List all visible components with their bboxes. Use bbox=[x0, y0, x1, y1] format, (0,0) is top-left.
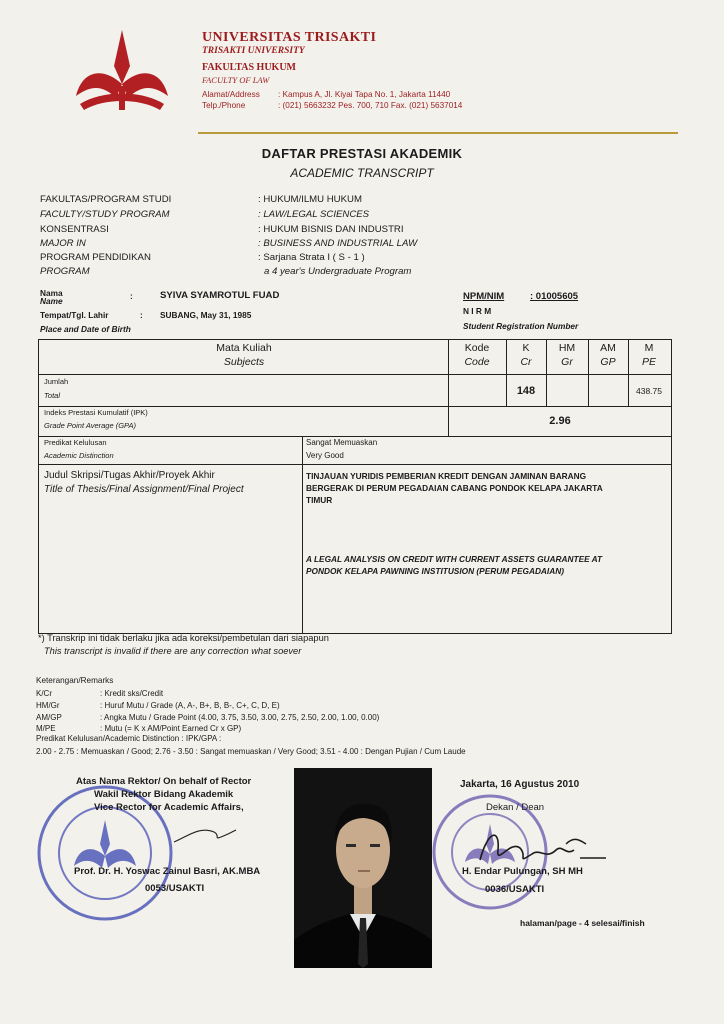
gpa-value: 2.96 bbox=[549, 415, 571, 427]
col-subject-header-en: Subjects bbox=[223, 356, 265, 368]
distinction-label: Predikat Kelulusan bbox=[44, 438, 107, 447]
phone-label: Telp./Phone bbox=[202, 101, 246, 110]
info-label: FACULTY/STUDY PROGRAM bbox=[40, 209, 170, 220]
col-code-header: Kode bbox=[464, 342, 490, 354]
col-k-header: K bbox=[522, 342, 530, 354]
col-hm-header: HM bbox=[558, 342, 576, 354]
page-indicator: halaman/page - 4 selesai/finish bbox=[520, 918, 645, 928]
col-hm-header-en: Gr bbox=[561, 356, 573, 368]
address-label: Alamat/Address bbox=[202, 90, 260, 99]
info-label: MAJOR IN bbox=[40, 238, 86, 249]
signatory-left-name: Prof. Dr. H. Yoswac Zainul Basri, AK.MBA bbox=[74, 866, 261, 877]
thesis-title-line: BERGERAK DI PERUM PEGADAIAN CABANG PONDOK KELAPA JAKARTA bbox=[306, 483, 603, 493]
distinction-scale: 2.00 - 2.75 : Memuaskan / Good; 2.76 - 3.50 : Sangat memuaskan / Very Good; 3.51 - 4.00 : Dengan Pujian / Cum Laude bbox=[36, 747, 466, 756]
distinction-title: Predikat Kelulusan/Academic Distinction : IPK/GPA : bbox=[36, 734, 222, 743]
info-value: a 4 year's Undergraduate Program bbox=[264, 266, 412, 277]
sign-dean-title: Dekan / Dean bbox=[486, 802, 545, 813]
table-rule bbox=[302, 436, 303, 633]
student-photo bbox=[294, 768, 432, 968]
thesis-title-line: TIMUR bbox=[306, 495, 333, 505]
sign-date: Jakarta, 16 Agustus 2010 bbox=[460, 779, 580, 790]
col-k-header-en: Cr bbox=[520, 356, 532, 368]
info-value: : HUKUM BISNIS DAN INDUSTRI bbox=[258, 224, 404, 235]
gpa-label-en: Grade Point Average (GPA) bbox=[44, 421, 136, 430]
signatory-left-id: 0053/USAKTI bbox=[145, 883, 205, 894]
total-credits: 148 bbox=[516, 385, 536, 397]
remark-key: M/PE bbox=[36, 724, 56, 733]
remark-key: AM/GP bbox=[36, 713, 62, 722]
info-label: KONSENTRASI bbox=[40, 224, 109, 235]
university-logo-icon bbox=[72, 26, 172, 116]
remark-value: : Angka Mutu / Grade Point (4.00, 3.75, 3.50, 3.00, 2.75, 2.50, 2.00, 1.00, 0.00) bbox=[100, 713, 380, 722]
col-am-header: AM bbox=[600, 342, 616, 354]
birth-value: SUBANG, May 31, 1985 bbox=[160, 310, 252, 320]
info-value: : Sarjana Strata I ( S - 1 ) bbox=[258, 252, 365, 263]
signatory-right-id: 0036/USAKTI bbox=[485, 884, 545, 895]
signature-left-icon bbox=[170, 818, 240, 848]
registration-label-en: Student Registration Number bbox=[463, 321, 579, 331]
info-value: : HUKUM/ILMU HUKUM bbox=[258, 194, 362, 205]
invalid-note-en: This transcript is invalid if there are any correction what soever bbox=[44, 646, 302, 656]
distinction-value: Sangat Memuaskan bbox=[306, 438, 378, 447]
col-m-header: M bbox=[644, 342, 654, 354]
info-label: FAKULTAS/PROGRAM STUDI bbox=[40, 194, 172, 205]
total-points: 438.75 bbox=[636, 386, 662, 396]
col-am-header-en: GP bbox=[600, 356, 616, 368]
signatory-right-name: H. Endar Pulungan, SH MH bbox=[462, 866, 583, 877]
signatory-left-line: Wakil Rektor Bidang Akademik bbox=[94, 789, 234, 800]
faculty-name-en: FACULTY OF LAW bbox=[202, 75, 270, 85]
remark-value: : Kredit sks/Credit bbox=[100, 689, 164, 698]
info-label: PROGRAM bbox=[40, 266, 90, 277]
remark-value: : Mutu (= K x AM/Point Earned Cr x GP) bbox=[100, 724, 242, 733]
npm-value: : 01005605 bbox=[530, 291, 579, 302]
thesis-label: Judul Skripsi/Tugas Akhir/Proyek Akhir bbox=[44, 470, 215, 481]
thesis-title-en-line: A LEGAL ANALYSIS ON CREDIT WITH CURRENT ASSETS GUARANTEE AT bbox=[306, 554, 603, 564]
table-rule bbox=[38, 406, 672, 407]
remarks-title: Keterangan/Remarks bbox=[36, 676, 114, 685]
university-name-en: TRISAKTI UNIVERSITY bbox=[202, 46, 305, 56]
document-title-en: ACADEMIC TRANSCRIPT bbox=[290, 166, 434, 180]
phone-value: : (021) 5663232 Pes. 700, 710 Fax. (021) 5637014 bbox=[278, 101, 463, 110]
document-title: DAFTAR PRESTASI AKADEMIK bbox=[261, 146, 463, 161]
name-colon: : bbox=[130, 291, 133, 301]
birth-colon: : bbox=[140, 310, 143, 320]
info-value: : LAW/LEGAL SCIENCES bbox=[258, 209, 370, 220]
name-label-en: Name bbox=[40, 296, 63, 306]
birth-label: Tempat/Tgl. Lahir bbox=[40, 310, 109, 320]
faculty-name: FAKULTAS HUKUM bbox=[202, 62, 296, 73]
distinction-label-en: Academic Distinction bbox=[44, 451, 114, 460]
col-m-header-en: PE bbox=[641, 356, 656, 368]
thesis-title-line: TINJAUAN YURIDIS PEMBERIAN KREDIT DENGAN JAMINAN BARANG bbox=[306, 471, 587, 481]
total-label-en: Total bbox=[44, 391, 60, 400]
signatory-left-line: Vice Rector for Academic Affairs, bbox=[94, 802, 244, 813]
signatory-left-line: Atas Nama Rektor/ On behalf of Rector bbox=[76, 776, 252, 787]
invalid-note: *) Transkrip ini tidak berlaku jika ada koreksi/pembetulan dari siapapun bbox=[38, 633, 329, 643]
header-rule bbox=[198, 132, 678, 134]
remark-value: : Huruf Mutu / Grade (A, A-, B+, B, B-, C+, C, D, E) bbox=[100, 701, 280, 710]
npm-label: NPM/NIM bbox=[463, 291, 505, 302]
col-subject-header: Mata Kuliah bbox=[216, 342, 272, 354]
distinction-value-en: Very Good bbox=[306, 451, 344, 460]
nirm-label: N I R M bbox=[463, 306, 492, 316]
address-value: : Kampus A, Jl. Kiyai Tapa No. 1, Jakarta 11440 bbox=[278, 90, 451, 99]
thesis-label-en: Title of Thesis/Final Assignment/Final Project bbox=[44, 484, 244, 495]
name-label: Nama bbox=[40, 288, 63, 298]
info-label: PROGRAM PENDIDIKAN bbox=[40, 252, 151, 263]
table-rule bbox=[38, 464, 672, 465]
total-label: Jumlah bbox=[44, 377, 69, 386]
thesis-title-en-line: PONDOK KELAPA PAWNING INSTITUSION (PERUM PEGADAIAN) bbox=[306, 566, 564, 576]
table-rule bbox=[38, 374, 672, 375]
student-name: SYIVA SYAMROTUL FUAD bbox=[160, 290, 280, 301]
col-code-header-en: Code bbox=[464, 356, 490, 368]
remark-key: K/Cr bbox=[36, 689, 52, 698]
remark-key: HM/Gr bbox=[36, 701, 60, 710]
table-rule bbox=[38, 436, 672, 437]
info-value: : BUSINESS AND INDUSTRIAL LAW bbox=[258, 238, 418, 249]
university-name: UNIVERSITAS TRISAKTI bbox=[202, 30, 377, 45]
birth-label-en: Place and Date of Birth bbox=[40, 324, 131, 334]
gpa-label: Indeks Prestasi Kumulatif (IPK) bbox=[44, 408, 148, 417]
